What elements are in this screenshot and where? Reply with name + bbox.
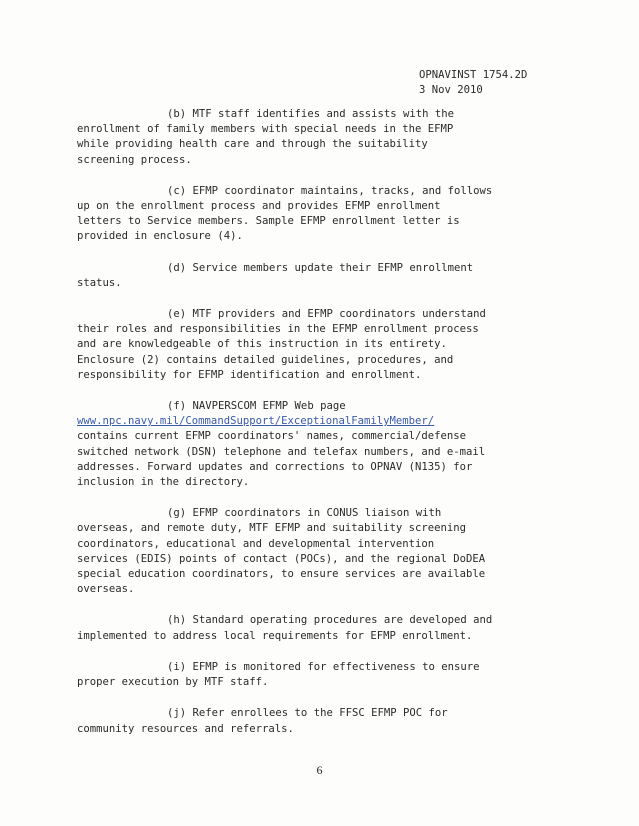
document-body: [77, 107, 567, 753]
text-line: screening process.: [77, 153, 192, 166]
text-line: contains current EFMP coordinators' names, commercial/defense: [77, 430, 467, 443]
text-line: (f) NAVPERSCOM EFMP Web page: [167, 400, 346, 413]
text-line: letters to Service members. Sample EFMP enrollment letter is: [77, 215, 460, 228]
instruction-date: 3 Nov 2010: [419, 84, 483, 97]
text-line: special education coordinators, to ensure services are available: [77, 568, 486, 581]
efmp-web-link[interactable]: www.npc.navy.mil/CommandSupport/ExceptionalFamilyMember/: [77, 415, 435, 428]
text-line: addresses. Forward updates and corrections to OPNAV (N135) for: [77, 460, 473, 473]
text-line: their roles and responsibilities in the EFMP enrollment process: [77, 323, 479, 336]
text-line: community resources and referrals.: [77, 722, 294, 735]
text-line: (g) EFMP coordinators in CONUS liaison with: [167, 507, 442, 520]
paragraph-f: [77, 399, 567, 490]
text-line: overseas.: [77, 583, 135, 596]
text-line: coordinators, educational and developmental intervention: [77, 537, 435, 550]
text-line: provided in enclosure (4).: [77, 230, 243, 243]
text-line: (i) EFMP is monitored for effectiveness to ensure: [167, 660, 480, 673]
text-line: enrollment of family members with special needs in the EFMP: [77, 123, 454, 136]
text-line: switched network (DSN) telephone and telefax numbers, and e-mail: [77, 445, 486, 458]
text-line: and are knowledgeable of this instruction in its entirety.: [77, 338, 447, 351]
instruction-number: OPNAVINST 1754.2D: [419, 69, 528, 81]
paragraph-c: [77, 184, 567, 245]
text-line: overseas, and remote duty, MTF EFMP and suitability screening: [77, 522, 467, 535]
text-line: inclusion in the directory.: [77, 476, 250, 489]
text-line: up on the enrollment process and provides EFMP enrollment: [77, 200, 441, 213]
text-line: (h) Standard operating procedures are developed and: [167, 614, 493, 627]
text-line: status.: [77, 276, 122, 289]
paragraph-g: [77, 506, 567, 597]
paragraph-b: [77, 107, 567, 168]
page-number: 6: [316, 763, 323, 777]
paragraph-i: [77, 660, 567, 690]
text-line: implemented to address local requirements for EFMP enrollment.: [77, 629, 473, 642]
paragraph-h: [77, 613, 567, 643]
text-line: Enclosure (2) contains detailed guidelines, procedures, and: [77, 353, 454, 366]
text-line: (c) EFMP coordinator maintains, tracks, and follows: [167, 184, 493, 197]
paragraph-d: [77, 261, 567, 291]
text-line: (e) MTF providers and EFMP coordinators understand: [167, 308, 486, 321]
text-line: (d) Service members update their EFMP enrollment: [167, 261, 474, 274]
document-header: [419, 68, 609, 98]
paragraph-j: [77, 706, 567, 736]
text-line: responsibility for EFMP identification and enrollment.: [77, 368, 422, 381]
text-line: while providing health care and through the suitability: [77, 138, 428, 151]
text-line: (j) Refer enrollees to the FFSC EFMP POC for: [167, 707, 448, 720]
paragraph-e: [77, 307, 567, 383]
text-line: services (EDIS) points of contact (POCs), and the regional DoDEA: [77, 552, 486, 565]
text-line: proper execution by MTF staff.: [77, 676, 269, 689]
text-line: (b) MTF staff identifies and assists with the: [167, 108, 455, 120]
